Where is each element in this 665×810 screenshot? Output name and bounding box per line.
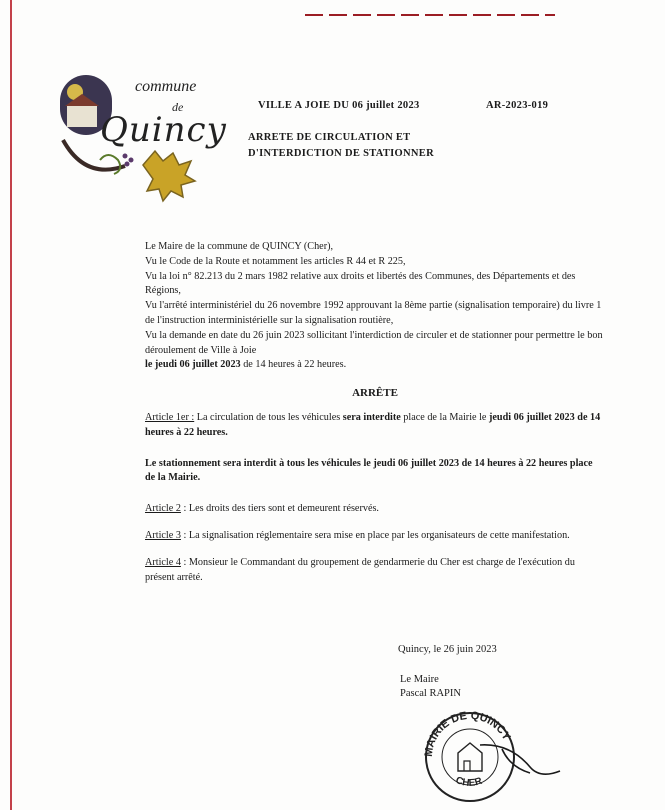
preamble-loi: Vu la loi n° 82.213 du 2 mars 1982 relative aux droits et libertés des Communes, des Départements et des Régions, [145,270,576,297]
article-4-text: : Monsieur le Commandant du groupement de gendarmerie du Cher est charge de l'exécution du présent arrêté. [145,556,575,583]
title-line-1: ARRETE DE CIRCULATION ET [248,132,411,143]
place-date: Quincy, le 26 juin 2023 [398,644,497,655]
article-1-text: La circulation de tous les véhicules [194,411,343,423]
article-4 [145,556,605,586]
article-3 [145,529,605,544]
preamble-demande: Vu la demande en date du 26 juin 2023 sollicitant l'interdiction de circuler et de stationner pour permettre le bon déroulement de Ville à Joie [145,329,603,356]
signer-role: Le Maire [400,674,439,685]
document-body [145,240,605,585]
article-1 [145,411,605,441]
preamble-end [145,358,605,373]
reference-number: AR-2023-019 [486,100,549,111]
article-4-label: Article 4 [145,556,181,568]
article-1-label: Article 1er : [145,411,195,423]
article-3-text: : La signalisation réglementaire sera mise en place par les organisateurs de cette manifestation. [180,529,570,541]
svg-text:MAIRIE DE QUINCY [423,710,513,758]
parking-rule: Le stationnement sera interdit à tous les véhicules le jeudi 06 juillet 2023 de 14 heures à 22 heures place de la Mairie. [145,457,593,484]
article-1-date: jeudi 06 juillet 2023 de 14 heures à 22 heures. [145,411,601,438]
mairie-stamp [418,705,568,805]
preamble-code-route: Vu le Code de la Route et notamment les articles R 44 et R 225, [145,255,406,267]
event-line: VILLE A JOIE DU 06 juillet 2023 [258,100,420,111]
stamp-text-bottom: CHER [453,774,484,790]
left-border [10,0,12,810]
decision-heading: ARRÊTE [352,387,398,400]
article-3-label: Article 3 [145,529,181,541]
stamp-text-top: MAIRIE DE QUINCY [422,709,513,758]
title-line-2: D'INTERDICTION DE STATIONNER [248,148,434,159]
signer-name: Pascal RAPIN [400,688,461,699]
article-2 [145,502,605,517]
article-2-text: : Les droits des tiers sont et demeurent réservés. [180,503,379,515]
svg-text:CHER [454,775,484,789]
preamble-mayor: Le Maire de la commune de QUINCY (Cher), [145,241,334,252]
article-1-text-2: place de la Mairie le [400,411,489,423]
logo-text-de: de [172,100,184,114]
preamble-end-date: le jeudi 06 juillet 2023 [145,359,241,371]
article-1-bold: sera interdite [342,411,401,423]
logo-text-commune: commune [135,78,197,95]
top-border [305,14,555,16]
preamble-end-hours: de 14 heures à 22 heures. [240,359,347,371]
article-2-label: Article 2 [145,503,181,515]
preamble-arrete: Vu l'arrêté interministériel du 26 novembre 1992 approuvant la 8ème partie (signalisation temporaire) du livre 1 de l'instruction interministérielle sur la signalisation routière, [145,300,602,326]
logo-text-quincy: Quincy [100,110,227,150]
